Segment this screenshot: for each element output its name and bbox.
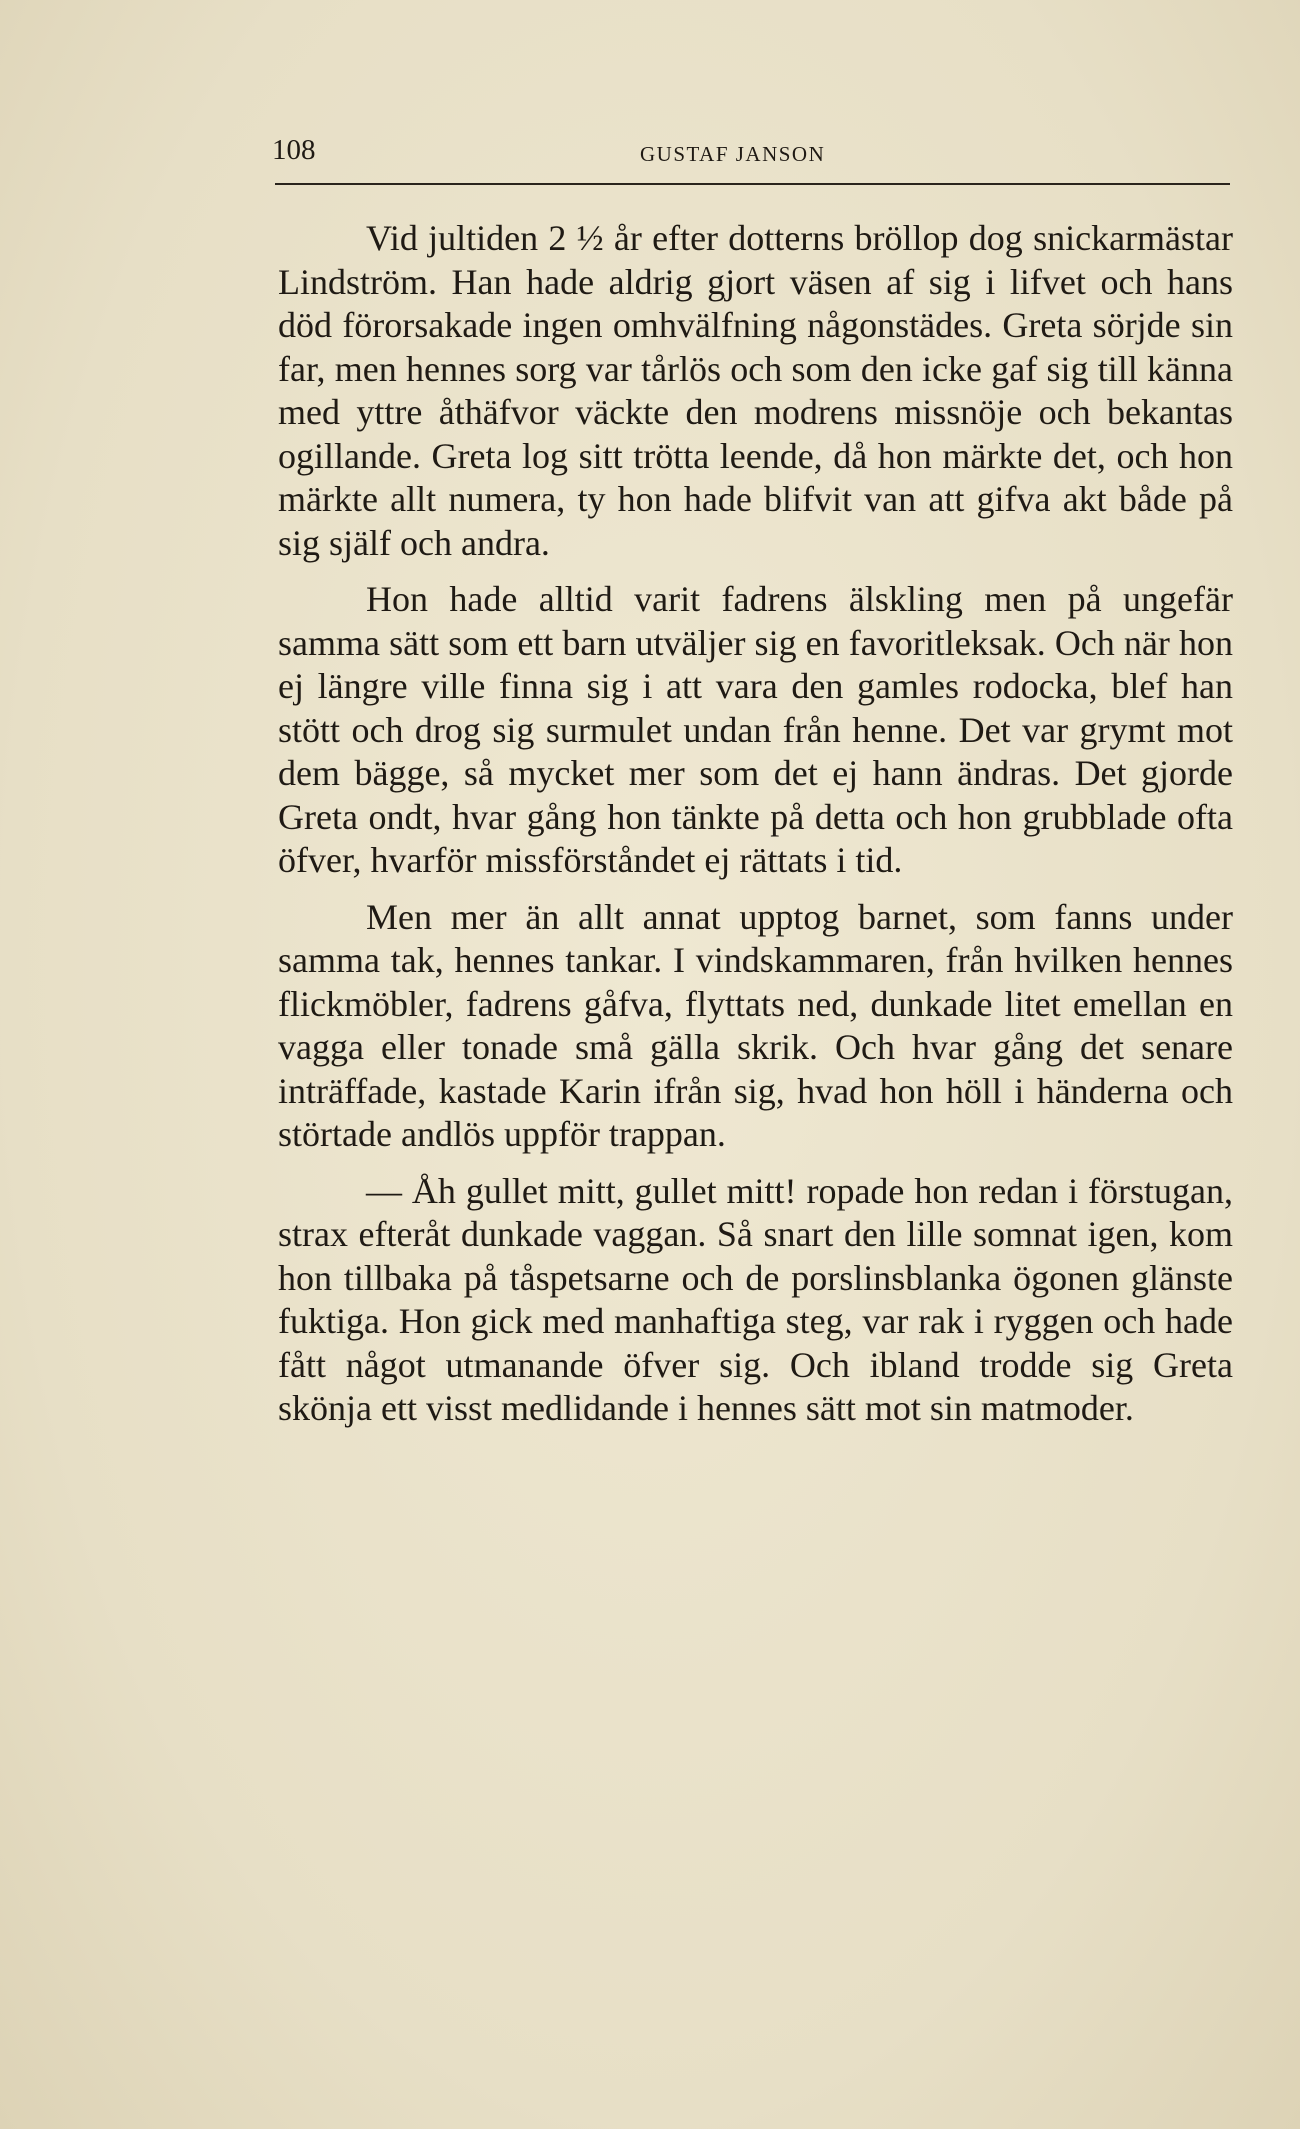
paragraph-4: — Åh gullet mitt, gullet mitt! ropade hon redan i förstugan, strax efteråt dunkade vaggan. Så snart den lille somnat igen, kom hon tillbaka på tåspetsarne och de porslinsblanka ögonen glänste fuktiga. Hon gick med manhaftiga steg, var rak i ryggen och hade fått något utmanande öfver sig. Och ibland trodde sig Greta skönja ett visst medlidande i hennes sätt mot sin matmoder. — [278, 1170, 1233, 1428]
running-title: GUSTAF JANSON — [640, 142, 826, 166]
header-rule — [275, 183, 1230, 185]
body-text — [278, 217, 1233, 1444]
page-number: 108 — [272, 134, 316, 166]
paragraph-2: Hon hade alltid varit fadrens älskling men på ungefär samma sätt som ett barn utväljer sig en favoritleksak. Och när hon ej längre ville finna sig i att vara den gamles rodocka, blef han stött och drog sig surmulet undan från henne. Det var grymt mot dem bägge, så mycket mer som det ej hann ändras. Det gjorde Greta ondt, hvar gång hon tänkte på detta och hon grubblade ofta öfver, hvarför missförståndet ej rättats i tid. — [278, 579, 1233, 880]
paragraph-3: Men mer än allt annat upptog barnet, som fanns under samma tak, hennes tankar. I vindskammaren, från hvilken hennes flickmöbler, fadrens gåfva, flyttats ned, dunkade litet emellan en vagga eller tonade små gälla skrik. Och hvar gång det senare inträffade, kastade Karin ifrån sig, hvad hon höll i händerna och störtade andlös uppför trappan. — [278, 896, 1233, 1154]
paragraph-1: Vid jultiden 2 ½ år efter dotterns bröllop dog snickarmästar Lindström. Han hade aldrig gjort väsen af sig i lifvet och hans död förorsakade ingen omhvälfning någonstädes. Greta sörjde sin far, men hennes sorg var tårlös och som den icke gaf sig till känna med yttre åthäfvor väckte den modrens missnöje och bekantas ogillande. Greta log sitt trötta leende, då hon märkte det, och hon märkte allt numera, ty hon hade blifvit van att gifva akt både på sig själf och andra. — [278, 218, 1233, 563]
